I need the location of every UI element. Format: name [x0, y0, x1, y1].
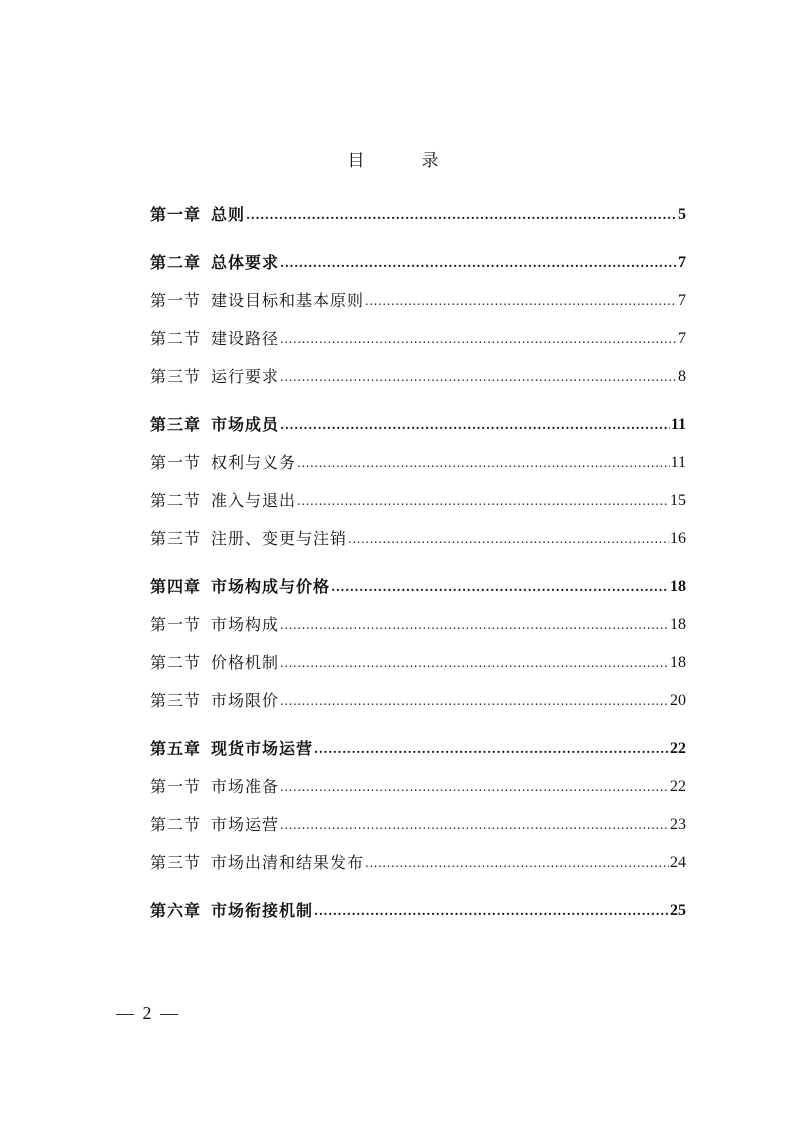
- toc-entry-text: 建设目标和基本原则: [211, 291, 365, 310]
- toc-entry-text: 市场衔接机制: [211, 901, 314, 920]
- toc-entry-number: 第一节: [150, 453, 202, 472]
- toc-entry-label: [150, 614, 279, 636]
- toc-section-entry[interactable]: [150, 598, 686, 636]
- toc-entry-text: 市场出清和结果发布: [211, 853, 365, 872]
- toc-entry-text: 市场限价: [211, 691, 280, 710]
- toc-entry-label: [150, 576, 330, 598]
- toc-entry-label: [150, 528, 347, 550]
- toc-entry-number: 第一章: [150, 205, 202, 224]
- toc-entry-number: 第四章: [150, 577, 202, 596]
- dot-leader: [331, 576, 669, 598]
- toc-page-number: 18: [670, 578, 686, 595]
- toc-entry-number: 第五章: [150, 739, 202, 758]
- toc-entry-number: 第一节: [150, 291, 202, 310]
- toc-entry-text: 权利与义务: [211, 453, 297, 472]
- toc-chapter-entry[interactable]: [150, 234, 686, 274]
- toc-title: 目 录: [347, 151, 459, 171]
- toc-entry-text: 建设路径: [211, 329, 280, 348]
- page-footer: — 2 —: [116, 1003, 180, 1023]
- toc-page-number: 7: [678, 292, 686, 309]
- toc-entry-label: [150, 690, 279, 712]
- dot-leader: [365, 852, 669, 874]
- toc-section-entry[interactable]: [150, 636, 686, 674]
- toc-section-entry[interactable]: [150, 798, 686, 836]
- toc-page-number: 11: [670, 416, 686, 433]
- toc-entry-text: 市场构成: [211, 615, 280, 634]
- toc-entry-text: 总体要求: [211, 253, 280, 272]
- dot-leader: [246, 204, 677, 226]
- dot-leader: [280, 328, 677, 350]
- toc-page-number: 11: [670, 454, 686, 471]
- toc-entry-label: [150, 290, 364, 312]
- toc-page-number: 15: [670, 492, 686, 509]
- toc-entry-text: 市场构成与价格: [211, 577, 331, 596]
- toc-page-number: 7: [678, 254, 686, 271]
- dot-leader: [280, 652, 669, 674]
- dot-leader: [280, 366, 677, 388]
- toc-page-number: 22: [670, 778, 686, 795]
- toc-entry-label: [150, 366, 279, 388]
- dot-leader: [314, 738, 669, 760]
- toc-page-number: 8: [678, 368, 686, 385]
- toc-chapter-entry[interactable]: [150, 882, 686, 922]
- toc-entry-text: 市场成员: [211, 415, 280, 434]
- toc-entry-label: [150, 738, 313, 760]
- toc-page-number: 24: [670, 854, 686, 871]
- toc-entry-label: [150, 814, 279, 836]
- toc-entry-label: [150, 776, 279, 798]
- toc-entry-text: 运行要求: [211, 367, 280, 386]
- dot-leader: [280, 614, 669, 636]
- toc-entry-text: 市场准备: [211, 777, 280, 796]
- toc-section-entry[interactable]: [150, 274, 686, 312]
- toc-entry-label: [150, 900, 313, 922]
- dot-leader: [297, 452, 670, 474]
- dot-leader: [280, 814, 669, 836]
- dot-leader: [297, 490, 669, 512]
- toc-entry-label: [150, 852, 364, 874]
- toc-chapter-entry[interactable]: [150, 186, 686, 226]
- toc-entry-text: 总则: [211, 205, 246, 224]
- toc-entry-text: 价格机制: [211, 653, 280, 672]
- toc-entry-number: 第三节: [150, 529, 202, 548]
- toc-section-entry[interactable]: [150, 474, 686, 512]
- toc-entry-label: [150, 328, 279, 350]
- toc-chapter-entry[interactable]: [150, 558, 686, 598]
- toc-page-number: 7: [678, 330, 686, 347]
- toc-section-entry[interactable]: [150, 436, 686, 474]
- toc-entry-number: 第二节: [150, 491, 202, 510]
- toc-entry-number: 第二节: [150, 815, 202, 834]
- toc-entry-number: 第三节: [150, 367, 202, 386]
- toc-section-entry[interactable]: [150, 350, 686, 388]
- toc-entry-number: 第二节: [150, 329, 202, 348]
- toc-chapter-entry[interactable]: [150, 720, 686, 760]
- toc-section-entry[interactable]: [150, 760, 686, 798]
- toc-page-number: 20: [670, 692, 686, 709]
- toc-entry-label: [150, 204, 245, 226]
- toc-entry-label: [150, 452, 296, 474]
- toc-entry-number: 第六章: [150, 901, 202, 920]
- toc-page-number: 18: [670, 654, 686, 671]
- toc-section-entry[interactable]: [150, 312, 686, 350]
- toc-page-number: 25: [670, 902, 686, 919]
- toc-entry-label: [150, 252, 279, 274]
- dot-leader: [280, 776, 669, 798]
- toc-page-number: 18: [670, 616, 686, 633]
- dot-leader: [314, 900, 669, 922]
- toc-entry-text: 市场运营: [211, 815, 280, 834]
- toc-chapter-entry[interactable]: [150, 396, 686, 436]
- dot-leader: [280, 690, 669, 712]
- toc-entry-text: 现货市场运营: [211, 739, 314, 758]
- toc-entry-label: [150, 414, 279, 436]
- table-of-contents: [150, 186, 686, 922]
- toc-entry-number: 第三节: [150, 691, 202, 710]
- toc-section-entry[interactable]: [150, 674, 686, 712]
- toc-entry-text: 注册、变更与注销: [211, 529, 348, 548]
- dot-leader: [365, 290, 677, 312]
- toc-entry-label: [150, 490, 296, 512]
- toc-section-entry[interactable]: [150, 836, 686, 874]
- dot-leader: [280, 252, 677, 274]
- toc-entry-number: 第二章: [150, 253, 202, 272]
- toc-page-number: 5: [678, 206, 686, 223]
- toc-entry-number: 第一节: [150, 615, 202, 634]
- toc-page-number: 23: [670, 816, 686, 833]
- toc-entry-number: 第三章: [150, 415, 202, 434]
- toc-entry-number: 第三节: [150, 853, 202, 872]
- toc-entry-text: 准入与退出: [211, 491, 297, 510]
- toc-page-number: 16: [670, 530, 686, 547]
- toc-entry-label: [150, 652, 279, 674]
- toc-entry-number: 第二节: [150, 653, 202, 672]
- toc-entry-number: 第一节: [150, 777, 202, 796]
- toc-section-entry[interactable]: [150, 512, 686, 550]
- dot-leader: [280, 414, 670, 436]
- dot-leader: [348, 528, 669, 550]
- toc-page-number: 22: [670, 740, 686, 757]
